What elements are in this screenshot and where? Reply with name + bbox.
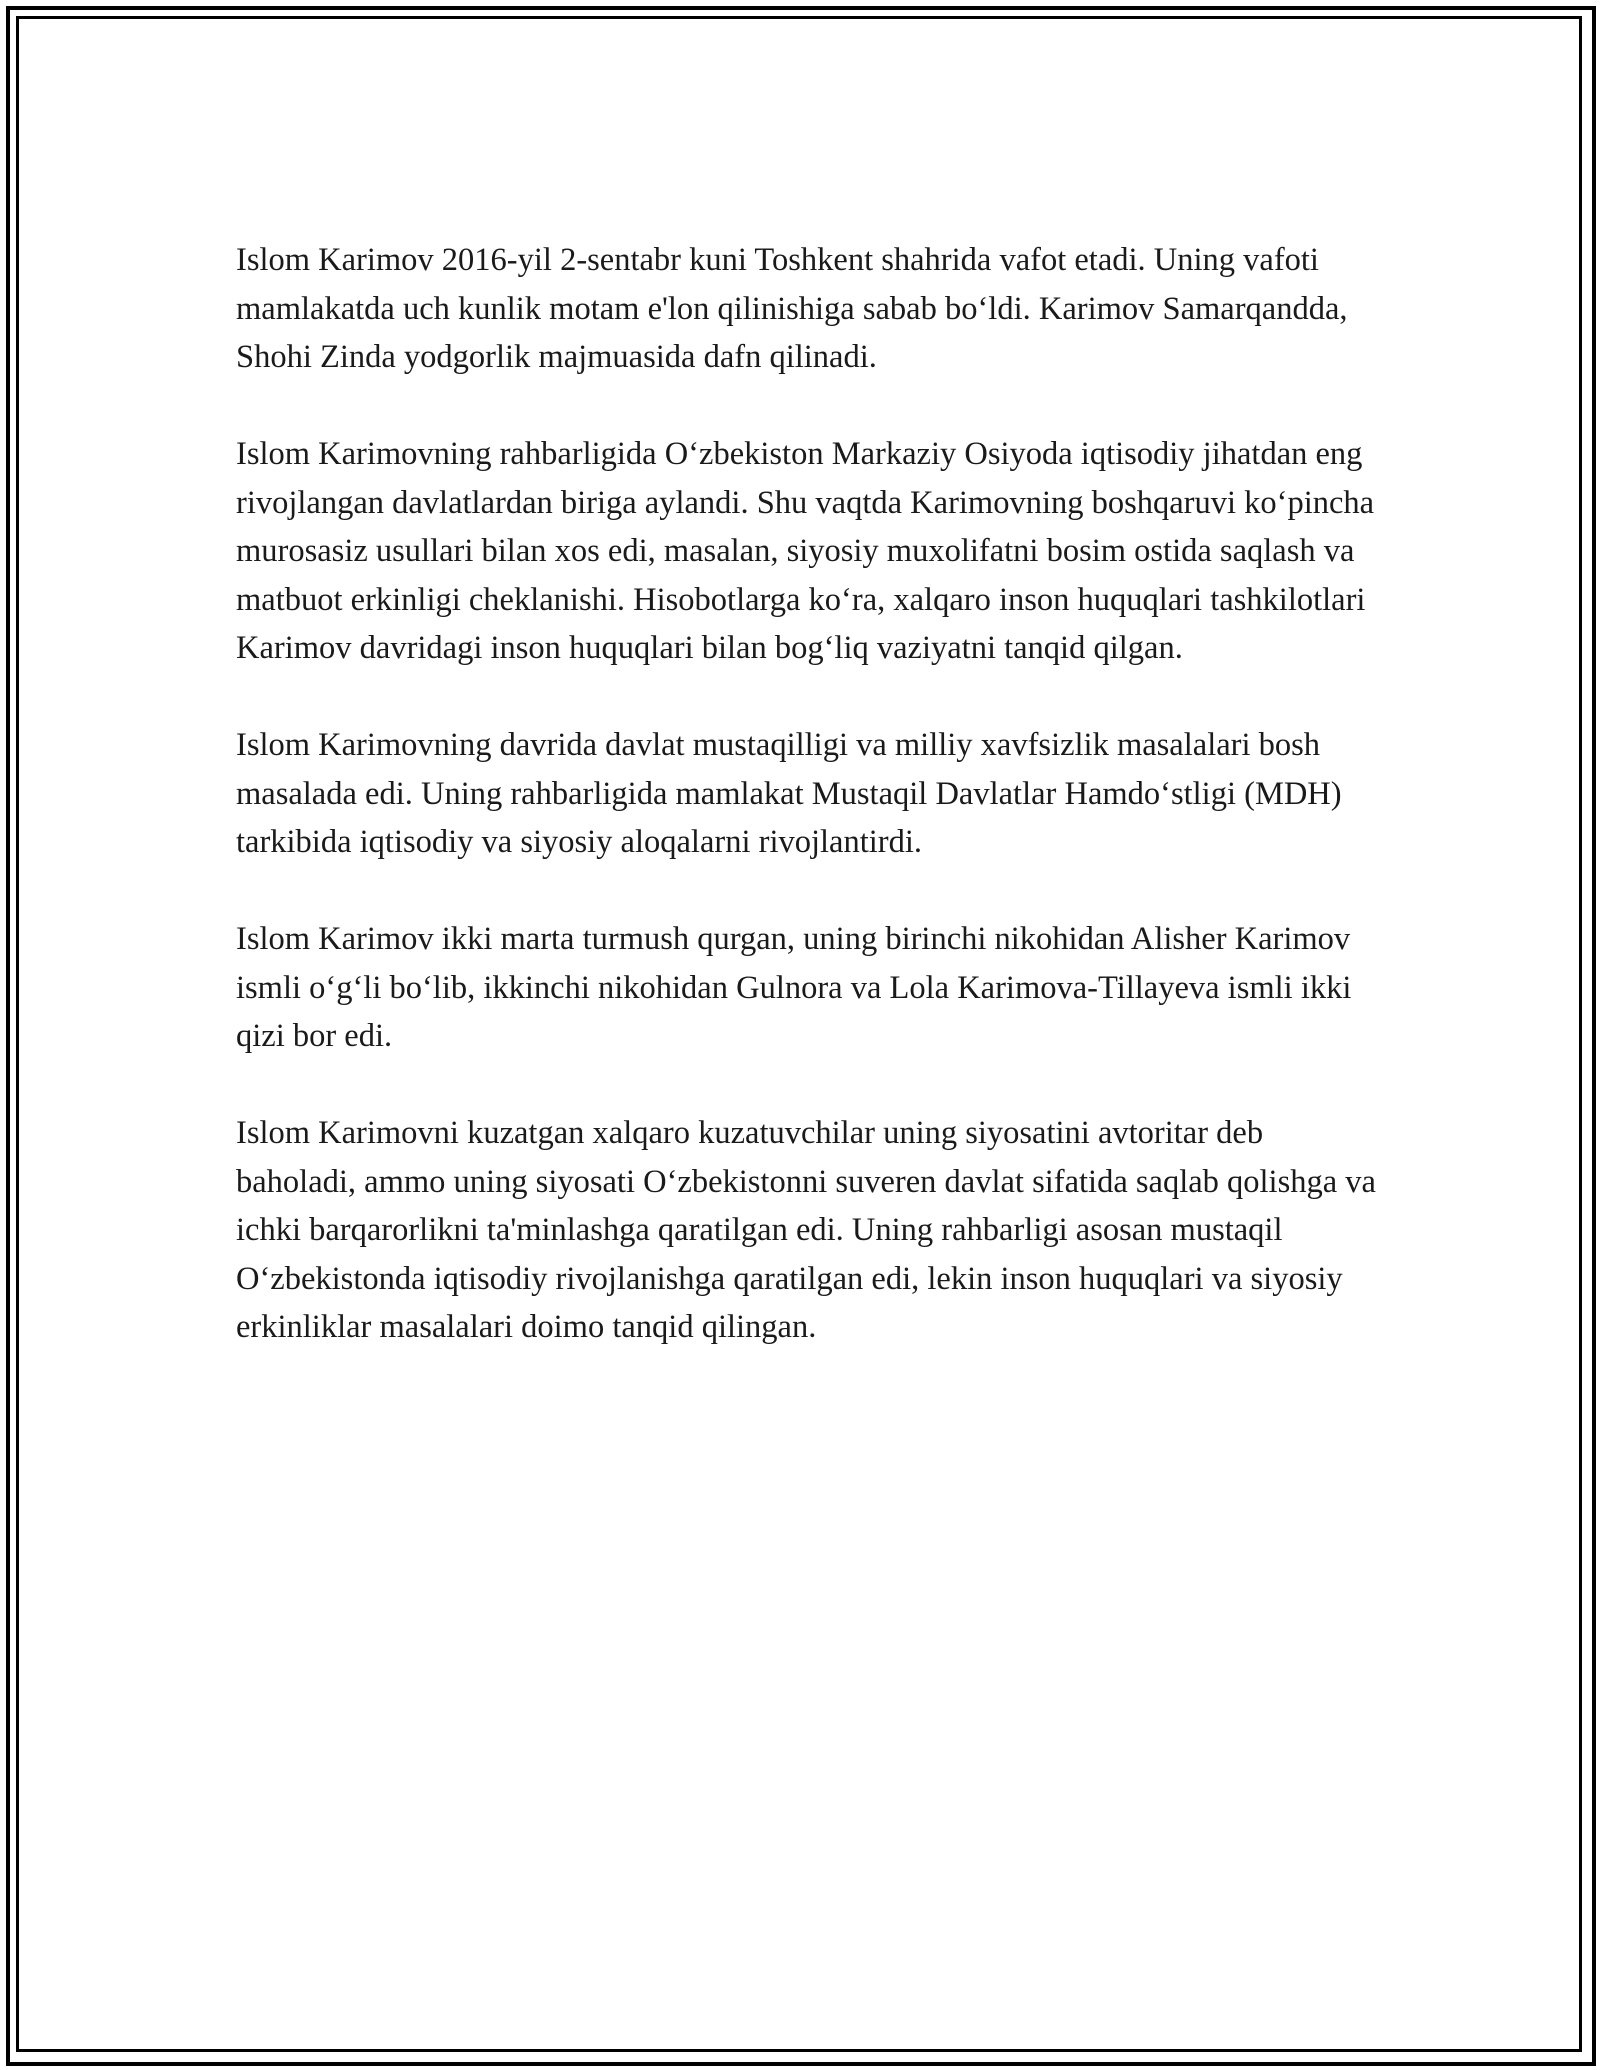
document-body <box>236 236 1386 1352</box>
paragraph-5: Islom Karimovni kuzatgan xalqaro kuzatuvchilar uning siyosatini avtoritar deb baholadi, ammo uning siyosati O‘zbekistonni suveren davlat sifatida saqlab qolishga va ichki barqarorlikni ta'minlashga qaratilgan edi. Uning rahbarligi asosan mustaqil O‘zbekistonda iqtisodiy rivojlanishga qaratilgan edi, lekin inson huquqlari va siyosiy erkinliklar masalalari doimo tanqid qilingan. <box>236 1115 1376 1345</box>
paragraph-1: Islom Karimov 2016-yil 2-sentabr kuni Toshkent shahrida vafot etadi. Uning vafoti mamlakatda uch kunlik motam e'lon qilinishiga sabab bo‘ldi. Karimov Samarqandda, Shohi Zinda yodgorlik majmuasida dafn qilinadi. <box>236 242 1348 375</box>
paragraph-4: Islom Karimov ikki marta turmush qurgan, uning birinchi nikohidan Alisher Karimov ismli o‘g‘li bo‘lib, ikkinchi nikohidan Gulnora va Lola Karimova-Tillayeva ismli ikki qizi bor edi. <box>236 921 1352 1054</box>
paragraph-2: Islom Karimovning rahbarligida O‘zbekiston Markaziy Osiyoda iqtisodiy jihatdan eng rivojlangan davlatlardan biriga aylandi. Shu vaqtda Karimovning boshqaruvi ko‘pincha murosasiz usullari bilan xos edi, masalan, siyosiy muxolifatni bosim ostida saqlash va matbuot erkinligi cheklanishi. Hisobotlarga ko‘ra, xalqaro inson huquqlari tashkilotlari Karimov davridagi inson huquqlari bilan bog‘liq vaziyatni tanqid qilgan. <box>236 436 1375 666</box>
paragraph-3: Islom Karimovning davrida davlat mustaqilligi va milliy xavfsizlik masalalari bosh masalada edi. Uning rahbarligida mamlakat Mustaqil Davlatlar Hamdo‘stligi (MDH) tarkibida iqtisodiy va siyosiy aloqalarni rivojlantirdi. <box>236 727 1342 860</box>
